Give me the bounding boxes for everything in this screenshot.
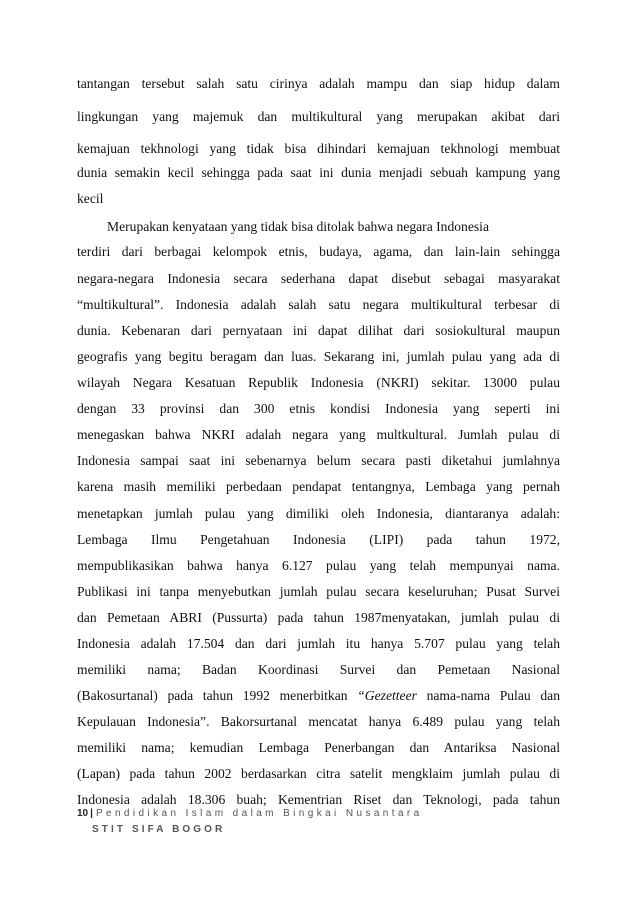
body-line: dunia semakin kecil sehingga pada saat ini dunia menjadi sebuah kampung yang xyxy=(77,165,560,180)
body-line: Indonesia adalah 17.504 dan dari jumlah itu hanya 5.707 pulau yang telah xyxy=(77,636,560,651)
body-line: kecil xyxy=(77,191,104,206)
footer-separator: | xyxy=(90,808,93,819)
footer-title: Pendidikan Islam dalam Bingkai Nusantara xyxy=(95,808,423,819)
body-line: Merupakan kenyataan yang tidak bisa ditolak bahwa negara Indonesia xyxy=(107,219,489,234)
body-line: memiliki nama; kemudian Lembaga Penerbangan dan Antariksa Nasional xyxy=(77,740,560,755)
body-line: kemajuan tekhnologi yang tidak bisa dihindari kemajuan tekhnologi membuat xyxy=(77,141,560,156)
body-line: wilayah Negara Kesatuan Republik Indonesia (NKRI) sekitar. 13000 pulau xyxy=(77,375,560,390)
body-line: Indonesia sampai saat ini sebenarnya belum secara pasti diketahui jumlahnya xyxy=(77,453,560,468)
body-line-segment: nama-nama Pulau dan xyxy=(416,688,560,703)
body-line: Indonesia adalah 18.306 buah; Kementrian Riset dan Teknologi, pada tahun xyxy=(77,792,560,807)
body-line: lingkungan yang majemuk dan multikultural yang merupakan akibat dari xyxy=(77,109,560,124)
footer-publisher: STIT SIFA BOGOR xyxy=(92,824,226,835)
body-line: Publikasi ini tanpa menyebutkan jumlah pulau secara keseluruhan; Pusat Survei xyxy=(77,584,560,599)
italic-title: “Gezetteer xyxy=(357,688,417,703)
body-line: negara-negara Indonesia secara sederhana dapat disebut sebagai masyarakat xyxy=(77,271,560,286)
body-line: (Lapan) pada tahun 2002 berdasarkan citra satelit mengklaim jumlah pulau di xyxy=(77,766,560,781)
body-line: Lembaga Ilmu Pengetahuan Indonesia (LIPI) pada tahun 1972, xyxy=(77,532,560,547)
body-line: dengan 33 provinsi dan 300 etnis kondisi Indonesia yang seperti ini xyxy=(77,401,560,416)
body-line: geografis yang begitu beragam dan luas. Sekarang ini, jumlah pulau yang ada di xyxy=(77,349,560,364)
body-line: karena masih memiliki perbedaan pendapat tentangnya, Lembaga yang pernah xyxy=(77,479,560,494)
body-line: tantangan tersebut salah satu cirinya adalah mampu dan siap hidup dalam xyxy=(77,76,560,91)
body-line: “multikultural”. Indonesia adalah salah satu negara multikultural terbesar di xyxy=(77,297,560,312)
body-line: Kepulauan Indonesia”. Bakorsurtanal mencatat hanya 6.489 pulau yang telah xyxy=(77,714,560,729)
body-line-segment: (Bakosurtanal) pada tahun 1992 menerbitkan xyxy=(77,688,358,703)
body-line: menetapkan jumlah pulau yang dimiliki oleh Indonesia, diantaranya adalah: xyxy=(77,506,560,521)
body-line: dunia. Kebenaran dari pernyataan ini dapat dilihat dari sosiokultural maupun xyxy=(77,323,560,338)
body-line: dan Pemetaan ABRI (Pussurta) pada tahun 1987menyatakan, jumlah pulau di xyxy=(77,610,560,625)
page-footer xyxy=(77,807,423,821)
body-line: terdiri dari berbagai kelompok etnis, budaya, agama, dan lain-lain sehingga xyxy=(77,244,560,259)
body-line: memiliki nama; Badan Koordinasi Survei dan Pemetaan Nasional xyxy=(77,662,560,677)
body-line xyxy=(77,687,560,704)
body-line: mempublikasikan bahwa hanya 6.127 pulau yang telah mempunyai nama. xyxy=(77,558,560,573)
page-number: 10 xyxy=(77,808,89,819)
body-line: menegaskan bahwa NKRI adalah negara yang multkultural. Jumlah pulau di xyxy=(77,427,560,442)
